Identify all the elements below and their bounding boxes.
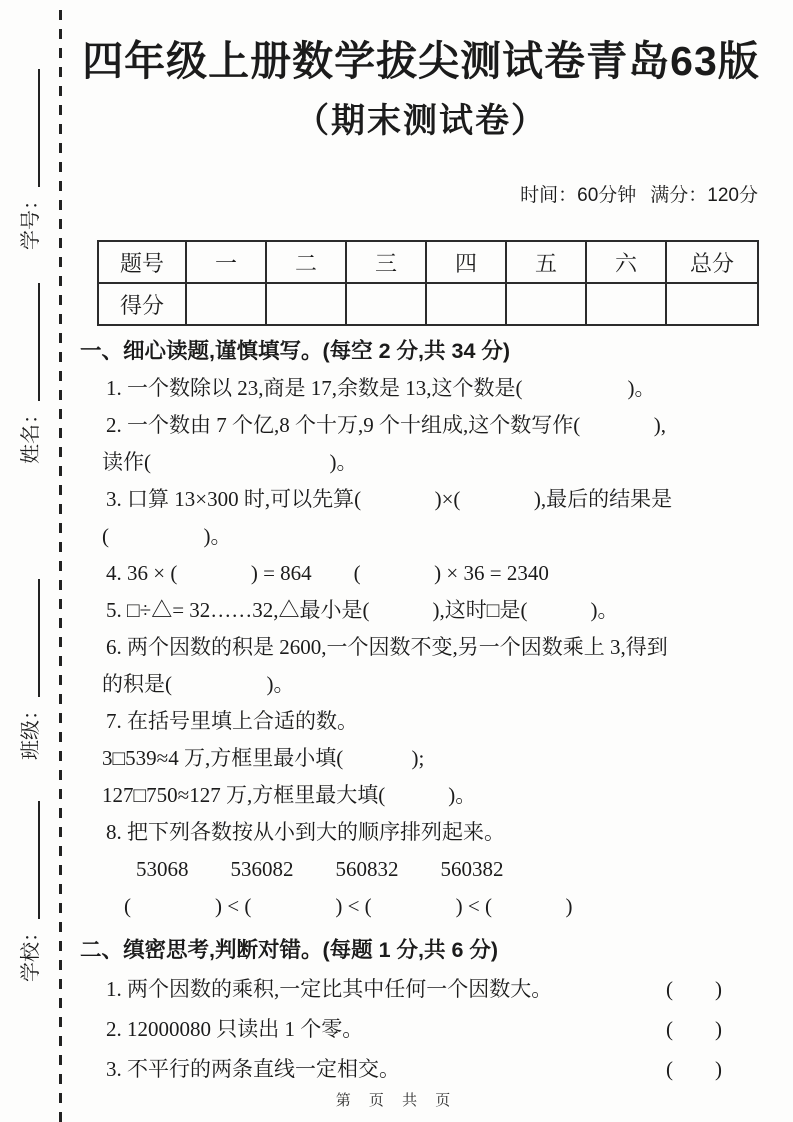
binding-line: [59, 10, 62, 1122]
margin-field-label: 学号：: [20, 190, 42, 250]
margin-field-name: [14, 283, 43, 464]
question-stem: 3. 不平行的两条直线一定相交。: [106, 1057, 400, 1081]
margin-field-label: 姓名：: [20, 404, 42, 464]
margin-field-label: 班级：: [20, 700, 42, 760]
true-false-item: [80, 969, 762, 1009]
answer-bracket: ( ): [666, 977, 722, 1001]
blank-underline: [18, 283, 40, 401]
blank-underline: [18, 69, 40, 187]
answer-bracket: ( ): [666, 1057, 722, 1081]
score-cell: [266, 283, 346, 325]
page-subtitle: （期末测试卷）: [295, 102, 547, 140]
margin-field-student-number: [14, 69, 43, 250]
true-false-item: [80, 1049, 762, 1089]
time-limit: 时间：60分钟: [520, 185, 637, 206]
question-line: 的积是( )。: [102, 672, 295, 696]
true-false-item: [80, 1009, 762, 1049]
score-row-label: 得分: [98, 283, 186, 325]
section-two-heading: 二、缜密思考,判断对错。(每题 1 分,共 6 分): [80, 938, 499, 962]
page-title: 四年级上册数学拔尖测试卷青岛63版: [82, 38, 760, 84]
score-cell: [346, 283, 426, 325]
answer-bracket: ( ): [666, 1017, 722, 1041]
exam-meta: [80, 160, 762, 232]
margin-field-label: 学校：: [20, 922, 42, 982]
score-table-header-cell: 五: [506, 241, 586, 283]
score-table-header-cell: 三: [346, 241, 426, 283]
question-line: ( )。: [102, 524, 232, 548]
main-content: [80, 28, 762, 1089]
score-table-header-cell: 二: [266, 241, 346, 283]
question-line: 1. 一个数除以 23,商是 17,余数是 13,这个数是( )。: [106, 376, 656, 400]
margin-field-school: [14, 801, 43, 982]
question-stem: 1. 两个因数的乘积,一定比其中任何一个因数大。: [106, 977, 553, 1001]
question-line: 4. 36 × ( ) = 864 ( ) × 36 = 2340: [106, 561, 549, 585]
score-table-score-row: [98, 283, 758, 325]
score-table-header-cell: 四: [426, 241, 506, 283]
score-cell: [666, 283, 758, 325]
question-line: 读作( )。: [102, 450, 358, 474]
score-table-header-cell: 总分: [666, 241, 758, 283]
blank-underline: [18, 579, 40, 697]
score-table-header-cell: 题号: [98, 241, 186, 283]
question-stem: 2. 12000080 只读出 1 个零。: [106, 1017, 364, 1041]
question-line: 127□750≈127 万,方框里最大填( )。: [102, 783, 477, 807]
blank-underline: [18, 801, 40, 919]
score-cell: [506, 283, 586, 325]
section-one-heading: 一、细心读题,谨慎填写。(每空 2 分,共 34 分): [80, 339, 511, 363]
score-table-header-row: [98, 241, 758, 283]
score-cell: [426, 283, 506, 325]
question-line: 3□539≈4 万,方框里最小填( );: [102, 746, 425, 770]
score-table: [97, 240, 759, 326]
score-table-header-cell: 一: [186, 241, 266, 283]
question-line: 7. 在括号里填上合适的数。: [106, 709, 358, 733]
question-line: ( ) < ( ) < ( ) < ( ): [124, 894, 573, 918]
score-cell: [186, 283, 266, 325]
page-footer: 第 页 共 页: [335, 1092, 458, 1109]
margin-field-class: [14, 579, 43, 760]
question-line: 5. □÷△= 32……32,△最小是( ),这时□是( )。: [106, 598, 619, 622]
question-line: 8. 把下列各数按从小到大的顺序排列起来。: [106, 820, 505, 844]
question-line: 2. 一个数由 7 个亿,8 个十万,9 个十组成,这个数写作( ),: [106, 413, 666, 437]
question-line: 6. 两个因数的积是 2600,一个因数不变,另一个因数乘上 3,得到: [106, 635, 668, 659]
question-line: 53068 536082 560832 560382: [136, 857, 504, 881]
score-table-header-cell: 六: [586, 241, 666, 283]
question-line: 3. 口算 13×300 时,可以先算( )×( ),最后的结果是: [106, 487, 673, 511]
score-cell: [586, 283, 666, 325]
full-score: 满分：120分: [650, 185, 758, 206]
